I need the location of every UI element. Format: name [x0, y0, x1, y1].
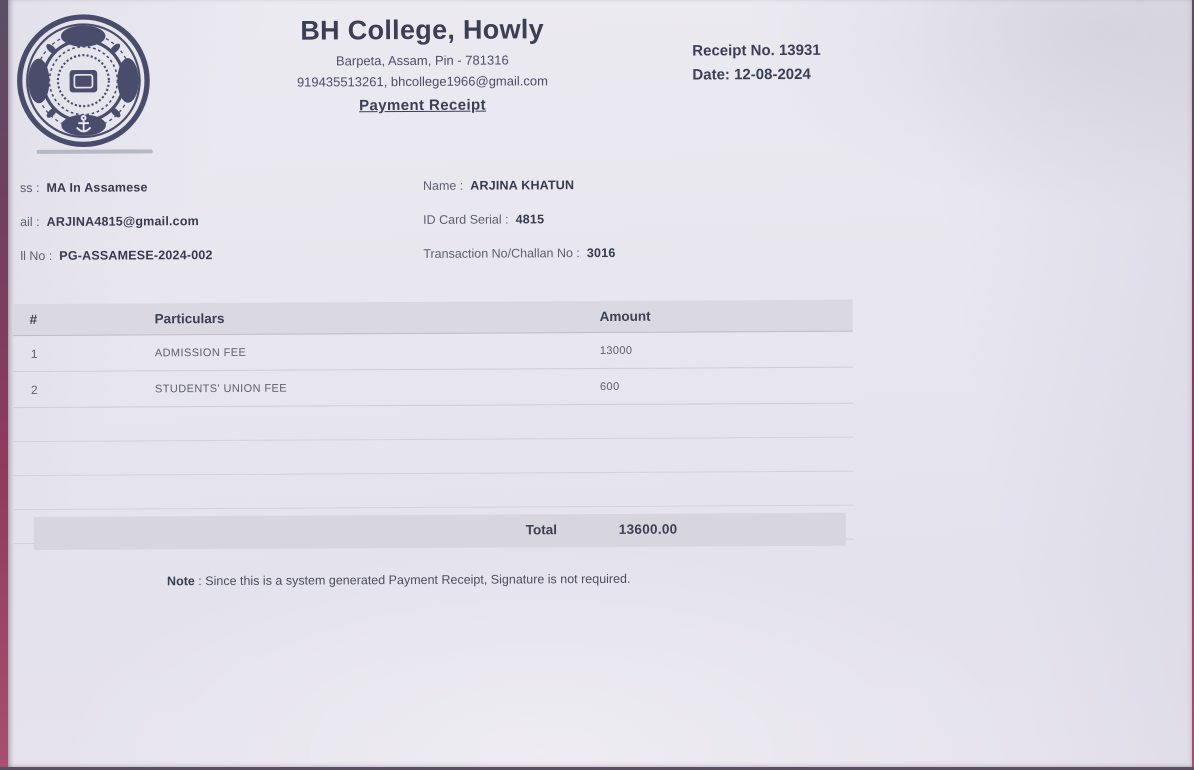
col-header-sl: # [13, 311, 155, 327]
receipt-date: Date: 12-08-2024 [692, 63, 821, 88]
college-name: BH College, Howly [234, 14, 610, 47]
receipt-meta [692, 39, 821, 88]
row-sl: 1 [13, 346, 155, 361]
row-particulars: STUDENTS' UNION FEE [155, 381, 600, 395]
note-text: : Since this is a system generated Payment Receipt, Signature is not required. [195, 572, 631, 588]
detail-name [423, 178, 574, 193]
detail-value: PG-ASSAMESE-2024-002 [59, 248, 212, 263]
table-empty-row [13, 438, 853, 476]
document-title: Payment Receipt [359, 97, 486, 115]
detail-label: Name : [423, 179, 463, 193]
detail-id-card-serial [423, 212, 544, 227]
detail-label: ail : [20, 215, 40, 229]
detail-value: 4815 [516, 212, 545, 226]
detail-label: ID Card Serial : [423, 212, 509, 226]
fee-table-header [13, 300, 853, 336]
table-row [13, 368, 853, 408]
note-label: Note [167, 574, 195, 588]
detail-label: ss : [20, 181, 40, 195]
col-header-amount: Amount [600, 308, 853, 324]
detail-email [20, 214, 199, 229]
row-sl: 2 [13, 382, 155, 397]
college-address: Barpeta, Assam, Pin - 781316 [234, 52, 610, 69]
receipt-content [6, 0, 1194, 770]
total-label: Total [526, 522, 557, 537]
receipt-header [234, 14, 611, 116]
detail-course [20, 180, 148, 195]
college-contact: 919435513261, bhcollege1966@gmail.com [234, 73, 610, 90]
receipt-paper [8, 0, 1192, 767]
row-amount: 13000 [600, 343, 853, 356]
col-header-particulars: Particulars [155, 309, 600, 326]
detail-label: ll No : [20, 249, 52, 263]
table-empty-row [13, 472, 853, 510]
detail-value: ARJINA KHATUN [470, 178, 574, 193]
row-particulars: ADMISSION FEE [155, 345, 600, 359]
row-amount: 600 [600, 379, 853, 392]
college-seal-icon [14, 9, 153, 152]
detail-roll-no [20, 248, 212, 263]
total-value: 13600.00 [619, 522, 678, 537]
receipt-number: Receipt No. 13931 [692, 39, 821, 64]
table-row [13, 332, 853, 372]
table-empty-row [13, 404, 853, 442]
footer-note [167, 572, 630, 588]
total-row [34, 513, 846, 550]
detail-value: ARJINA4815@gmail.com [47, 214, 199, 229]
detail-value: MA In Assamese [46, 180, 147, 195]
detail-value: 3016 [587, 246, 616, 260]
detail-transaction-no [423, 246, 615, 261]
detail-label: Transaction No/Challan No : [423, 246, 580, 261]
fee-table [13, 300, 854, 544]
seal-underline [37, 149, 153, 154]
